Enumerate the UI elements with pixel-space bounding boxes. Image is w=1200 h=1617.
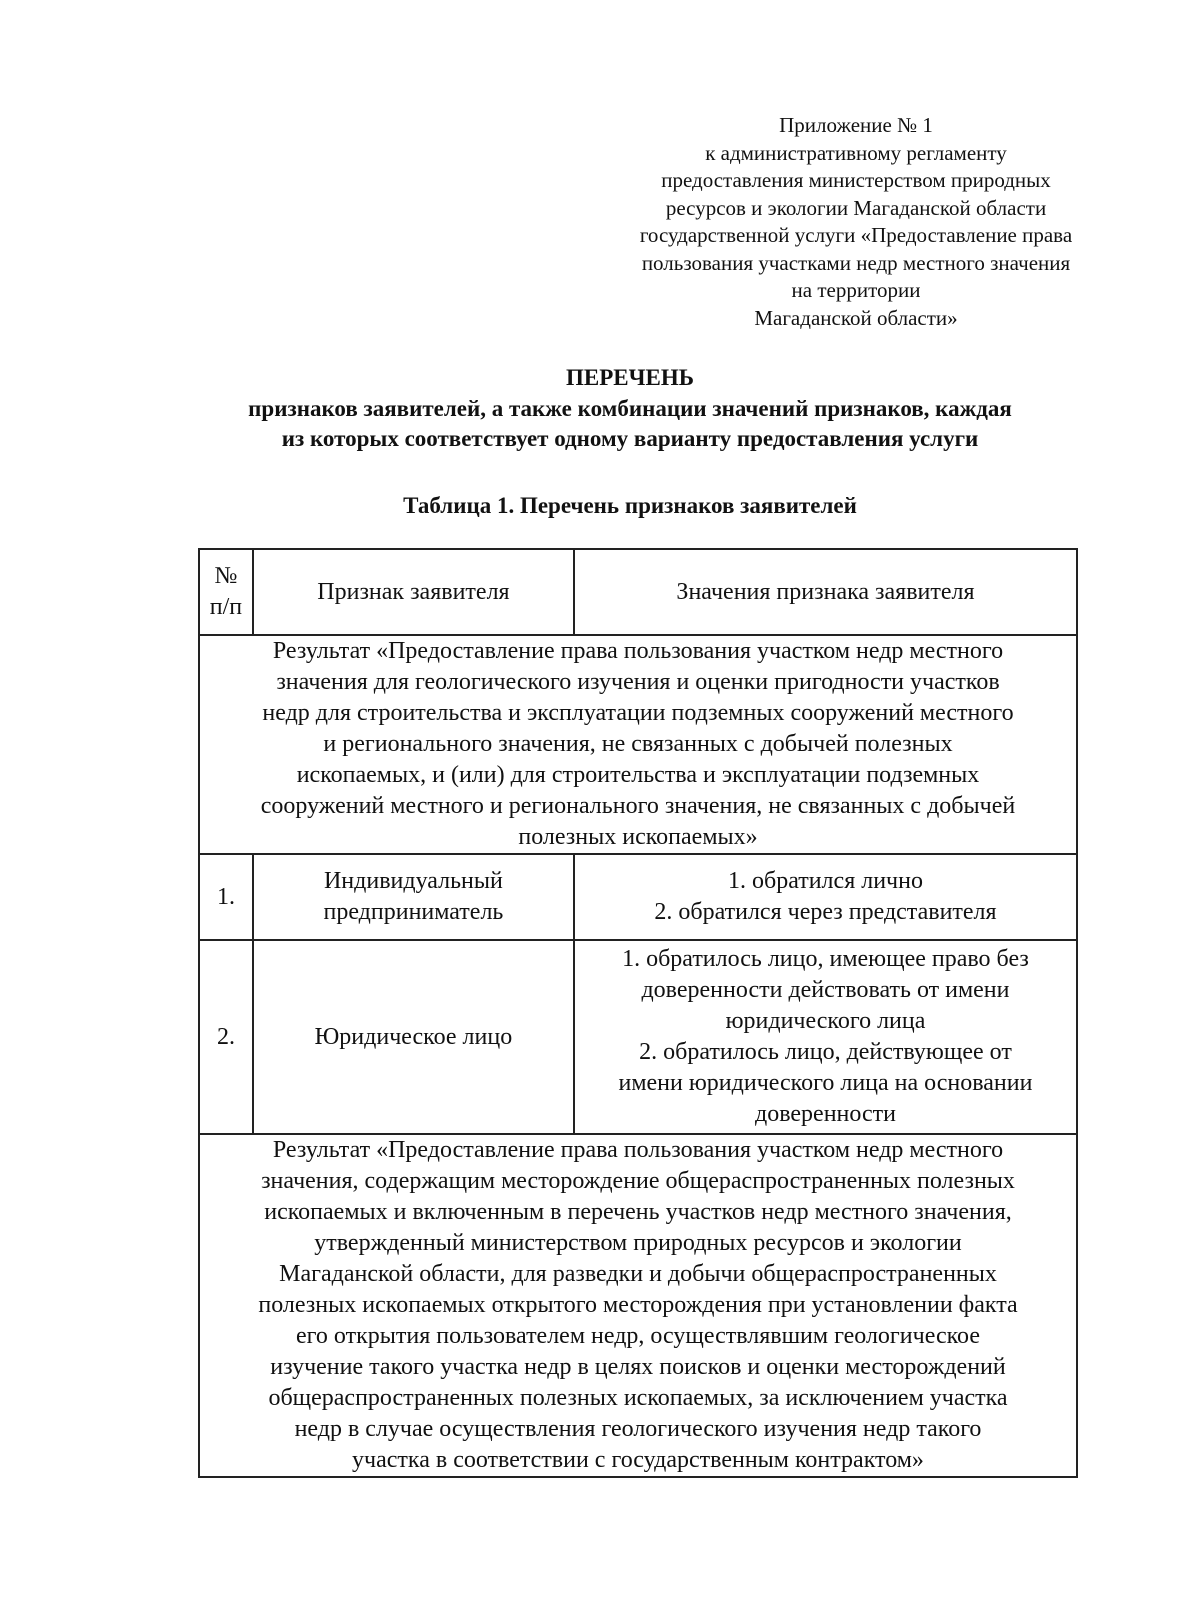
table-header-row	[199, 549, 1077, 635]
header-num-line: №	[214, 563, 238, 589]
result-line: Результат «Предоставление права пользования участком недр местного	[272, 1137, 1004, 1163]
result-line: значения для геологического изучения и оценки пригодности участков	[276, 669, 1000, 695]
row-sign	[253, 854, 574, 940]
result-line: общераспространенных полезных ископаемых, за исключением участка	[268, 1385, 1008, 1411]
row-value-line: доверенности действовать от имени	[641, 977, 1010, 1003]
result-line: ископаемых, и (или) для строительства и эксплуатации подземных	[296, 762, 980, 788]
row-num: 2.	[199, 940, 253, 1134]
header-num-line: п/п	[209, 594, 243, 620]
appendix-line: Приложение № 1	[779, 113, 933, 137]
result-line: недр для строительства и эксплуатации подземных сооружений местного	[262, 700, 1014, 726]
row-value-line: 1. обратился лично	[727, 868, 923, 894]
row-value-line: 1. обратилось лицо, имеющее право без	[622, 946, 1029, 972]
table-caption: Таблица 1. Перечень признаков заявителей	[403, 493, 857, 518]
result-row	[199, 1134, 1077, 1477]
row-sign	[253, 940, 574, 1134]
appendix-line: к административному регламенту	[705, 140, 1007, 165]
result-line: Результат «Предоставление права пользования участком недр местного	[272, 638, 1004, 664]
subtitle-line: признаков заявителей, а также комбинации значений признаков, каждая	[248, 396, 1012, 421]
result-line: его открытия пользователем недр, осуществлявшим геологическое	[296, 1323, 980, 1349]
result-line: ископаемых и включенным в перечень участков недр местного значения,	[264, 1199, 1012, 1225]
result-cell	[199, 1134, 1077, 1477]
appendix-line: государственной услуги «Предоставление права	[639, 223, 1073, 247]
result-line: значения, содержащим месторождение общераспространенных полезных	[261, 1168, 1015, 1194]
row-value-line: 2. обратилось лицо, действующее от	[639, 1039, 1012, 1065]
result-line: полезных ископаемых открытого месторождения при установлении факта	[258, 1292, 1018, 1318]
applicant-signs-table	[198, 548, 1078, 1478]
result-line: изучение такого участка недр в целях поисков и оценки месторождений	[270, 1354, 1006, 1380]
header-sign: Признак заявителя	[253, 549, 574, 635]
result-line: сооружений местного и регионального значения, не связанных с добычей	[260, 793, 1016, 819]
row-sign-line: Юридическое лицо	[314, 1023, 513, 1050]
document-title: ПЕРЕЧЕНЬ	[566, 365, 694, 390]
document-subtitle	[150, 394, 1110, 454]
header-values: Значения признака заявителя	[574, 549, 1077, 635]
result-line: полезных ископаемых»	[518, 824, 758, 850]
appendix-line: на территории	[791, 278, 921, 302]
table-row	[199, 940, 1077, 1134]
result-line: недр в случае осуществления геологического изучения недр такого	[294, 1416, 982, 1442]
row-num: 1.	[199, 854, 253, 940]
appendix-line: предоставления министерством природных	[661, 168, 1051, 192]
header-num	[199, 549, 253, 635]
result-row	[199, 635, 1077, 854]
result-line: участка в соответствии с государственным контрактом»	[352, 1447, 924, 1473]
row-value-line: юридического лица	[725, 1008, 926, 1034]
result-line: Магаданской области, для разведки и добычи общераспространенных	[279, 1261, 997, 1287]
appendix-line: пользования участками недр местного значения	[641, 250, 1071, 275]
appendix-line: Магаданской области»	[754, 305, 958, 330]
row-sign-line: Индивидуальный	[323, 868, 503, 894]
result-line: и регионального значения, не связанных с добычей полезных	[323, 731, 953, 757]
row-values	[574, 854, 1077, 940]
result-cell	[199, 635, 1077, 854]
appendix-note	[596, 112, 1116, 332]
table-row	[199, 854, 1077, 940]
row-value-line: доверенности	[754, 1101, 896, 1127]
result-line: утвержденный министерством природных ресурсов и экологии	[314, 1230, 962, 1256]
row-value-line: имени юридического лица на основании	[618, 1070, 1033, 1096]
appendix-line: ресурсов и экологии Магаданской области	[665, 195, 1047, 220]
subtitle-line: из которых соответствует одному варианту предоставления услуги	[281, 426, 979, 451]
row-value-line: 2. обратился через представителя	[654, 899, 997, 925]
row-sign-line: предприниматель	[323, 899, 504, 925]
row-values	[574, 940, 1077, 1134]
